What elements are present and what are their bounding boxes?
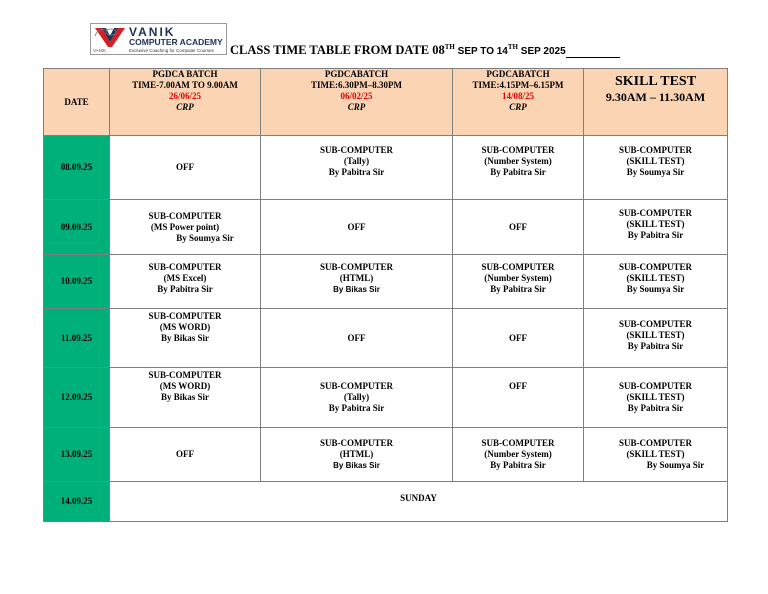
topic-label: (SKILL TEST)	[626, 156, 685, 166]
row-date: 13.09.25	[44, 428, 110, 482]
topic-label: (Number System)	[484, 273, 552, 283]
header-date: DATE	[44, 69, 110, 136]
topic-label: (Number System)	[484, 156, 552, 166]
topic-label: (SKILL TEST)	[626, 273, 685, 283]
topic-label: (SKILL TEST)	[626, 218, 685, 229]
topic-label: (Tally)	[343, 392, 370, 402]
header-batch-2	[261, 69, 453, 136]
teacher-label: By Pabitra Sir	[490, 284, 546, 294]
topic-label: (MS Power point)	[150, 221, 220, 232]
cell-off: OFF	[261, 200, 453, 255]
batch-3-name: PGDCABATCH	[486, 69, 550, 79]
subject-label: SUB-COMPUTER	[618, 318, 692, 329]
subject-label: SUB-COMPUTER	[618, 145, 692, 155]
batch-1-time: TIME-7.00AM TO 9.00AM	[132, 80, 238, 90]
subject-label: SUB-COMPUTER	[618, 207, 692, 218]
mouse-icon	[93, 26, 117, 38]
teacher-label: By Pabitra Sir	[490, 460, 546, 470]
subject-label: SUB-COMPUTER	[148, 310, 222, 321]
teacher-label: By Pabitra Sir	[627, 403, 684, 413]
topic-label: (HTML)	[339, 449, 374, 459]
logo-brand: VANIK	[129, 25, 176, 39]
class-cell	[110, 255, 261, 309]
subject-label: SUB-COMPUTER	[481, 262, 555, 272]
row-date: 10.09.25	[44, 255, 110, 309]
topic-label: (Number System)	[484, 449, 552, 459]
subject-label: SUB-COMPUTER	[618, 262, 692, 272]
batch-2-time: TIME:6.30PM–8.30PM	[311, 80, 402, 90]
row-date: 09.09.25	[44, 200, 110, 255]
cell-off: OFF	[110, 136, 261, 200]
header-batch-3	[453, 69, 584, 136]
teacher-label: By Pabitra Sir	[157, 284, 213, 294]
row-date: 14.09.25	[44, 482, 110, 522]
subject-label: SUB-COMPUTER	[618, 381, 692, 391]
cell-off: OFF	[453, 200, 584, 255]
title-underline	[566, 47, 620, 58]
teacher-label: By Pabitra Sir	[490, 167, 546, 177]
row-date: 11.09.25	[44, 309, 110, 368]
class-cell	[584, 136, 728, 200]
teacher-label: By Soumya Sir	[176, 232, 234, 243]
teacher-label: By Bikas Sir	[333, 285, 380, 294]
row-date: 12.09.25	[44, 368, 110, 428]
logo-tagline: Exclusive Coaching for Computer Courses	[129, 48, 214, 53]
timetable	[43, 68, 728, 522]
teacher-label: By Bikas Sir	[160, 392, 209, 402]
topic-label: (HTML)	[339, 273, 374, 283]
header-row	[44, 69, 728, 136]
batch-2-name: PGDCABATCH	[324, 69, 389, 79]
class-cell	[261, 255, 453, 309]
teacher-label: By Soumya Sir	[626, 167, 685, 177]
class-cell	[584, 309, 728, 368]
subject-label: SUB-COMPUTER	[148, 262, 222, 272]
header-skill-test	[584, 69, 728, 136]
batch-1-crp: CRP	[176, 102, 194, 112]
table-row	[44, 255, 728, 309]
topic-label: (MS WORD)	[159, 321, 211, 332]
subject-label: SUB-COMPUTER	[481, 438, 555, 448]
batch-1-name: PGDCA BATCH	[152, 69, 218, 79]
subject-label: SUB-COMPUTER	[319, 145, 393, 155]
cell-off: OFF	[453, 309, 584, 368]
subject-label: SUB-COMPUTER	[481, 145, 555, 155]
class-cell	[261, 368, 453, 428]
table-row	[44, 428, 728, 482]
class-cell	[584, 368, 728, 428]
title-mid: SEP TO 14	[454, 46, 508, 57]
batch-3-time: TIME:4.15PM–6.15PM	[472, 80, 564, 90]
subject-label: SUB-COMPUTER	[319, 438, 393, 448]
subject-label: SUB-COMPUTER	[319, 381, 393, 391]
class-cell	[453, 428, 584, 482]
logo-small-text: VANIK	[93, 48, 107, 53]
batch-2-crp: CRP	[347, 102, 366, 112]
title-sup-1: TH	[444, 43, 455, 51]
class-cell	[261, 428, 453, 482]
topic-label: (SKILL TEST)	[626, 449, 685, 459]
class-cell	[453, 255, 584, 309]
teacher-label: By Pabitra Sir	[328, 167, 385, 177]
topic-label: (Tally)	[343, 156, 370, 166]
topic-label: (SKILL TEST)	[626, 392, 685, 402]
off-label: OFF	[509, 381, 527, 391]
title-sup-2: TH	[507, 43, 518, 51]
table-row	[44, 136, 728, 200]
batch-1-date: 26/06/25	[168, 91, 201, 101]
row-date: 08.09.25	[44, 136, 110, 200]
batch-3-crp: CRP	[509, 102, 527, 112]
teacher-label: By Soumya Sir	[646, 460, 705, 470]
cell-off: OFF	[110, 428, 261, 482]
header-batch-1	[110, 69, 261, 136]
topic-label: (MS WORD)	[159, 381, 211, 391]
cell-off	[453, 368, 584, 428]
logo-academy: COMPUTER ACADEMY	[129, 37, 223, 47]
batch-3-date: 14/08/25	[501, 91, 534, 101]
title-end: SEP 2025	[518, 46, 566, 57]
class-cell	[453, 136, 584, 200]
subject-label: SUB-COMPUTER	[148, 210, 222, 221]
class-cell	[110, 200, 261, 255]
class-cell	[584, 428, 728, 482]
teacher-label: By Soumya Sir	[626, 284, 685, 294]
subject-label: SUB-COMPUTER	[319, 262, 393, 272]
table-row	[44, 368, 728, 428]
title-main: CLASS TIME TABLE FROM DATE 08	[230, 43, 445, 57]
subject-label: SUB-COMPUTER	[618, 438, 692, 448]
table-row	[44, 309, 728, 368]
topic-label: (SKILL TEST)	[626, 329, 685, 340]
skill-test-title: SKILL TEST	[614, 74, 697, 89]
class-cell	[584, 200, 728, 255]
teacher-label: By Pabitra Sir	[627, 340, 684, 351]
academy-logo	[90, 23, 227, 55]
sunday-cell	[110, 482, 728, 522]
table-row	[44, 200, 728, 255]
teacher-label: By Pabitra Sir	[627, 229, 684, 240]
skill-test-time: 9.30AM – 11.30AM	[605, 90, 706, 104]
cell-off: OFF	[261, 309, 453, 368]
page-title	[230, 43, 620, 58]
sunday-row	[44, 482, 728, 522]
teacher-label: By Pabitra Sir	[328, 403, 385, 413]
sunday-label: SUNDAY	[400, 493, 437, 503]
class-cell	[110, 368, 261, 428]
teacher-label: By Bikas Sir	[160, 332, 209, 343]
topic-label: (MS Excel)	[163, 273, 207, 283]
class-cell	[110, 309, 261, 368]
subject-label: SUB-COMPUTER	[148, 370, 222, 380]
batch-2-date: 06/02/25	[340, 91, 373, 101]
teacher-label: By Bikas Sir	[333, 461, 380, 470]
class-cell	[584, 255, 728, 309]
class-cell	[261, 136, 453, 200]
